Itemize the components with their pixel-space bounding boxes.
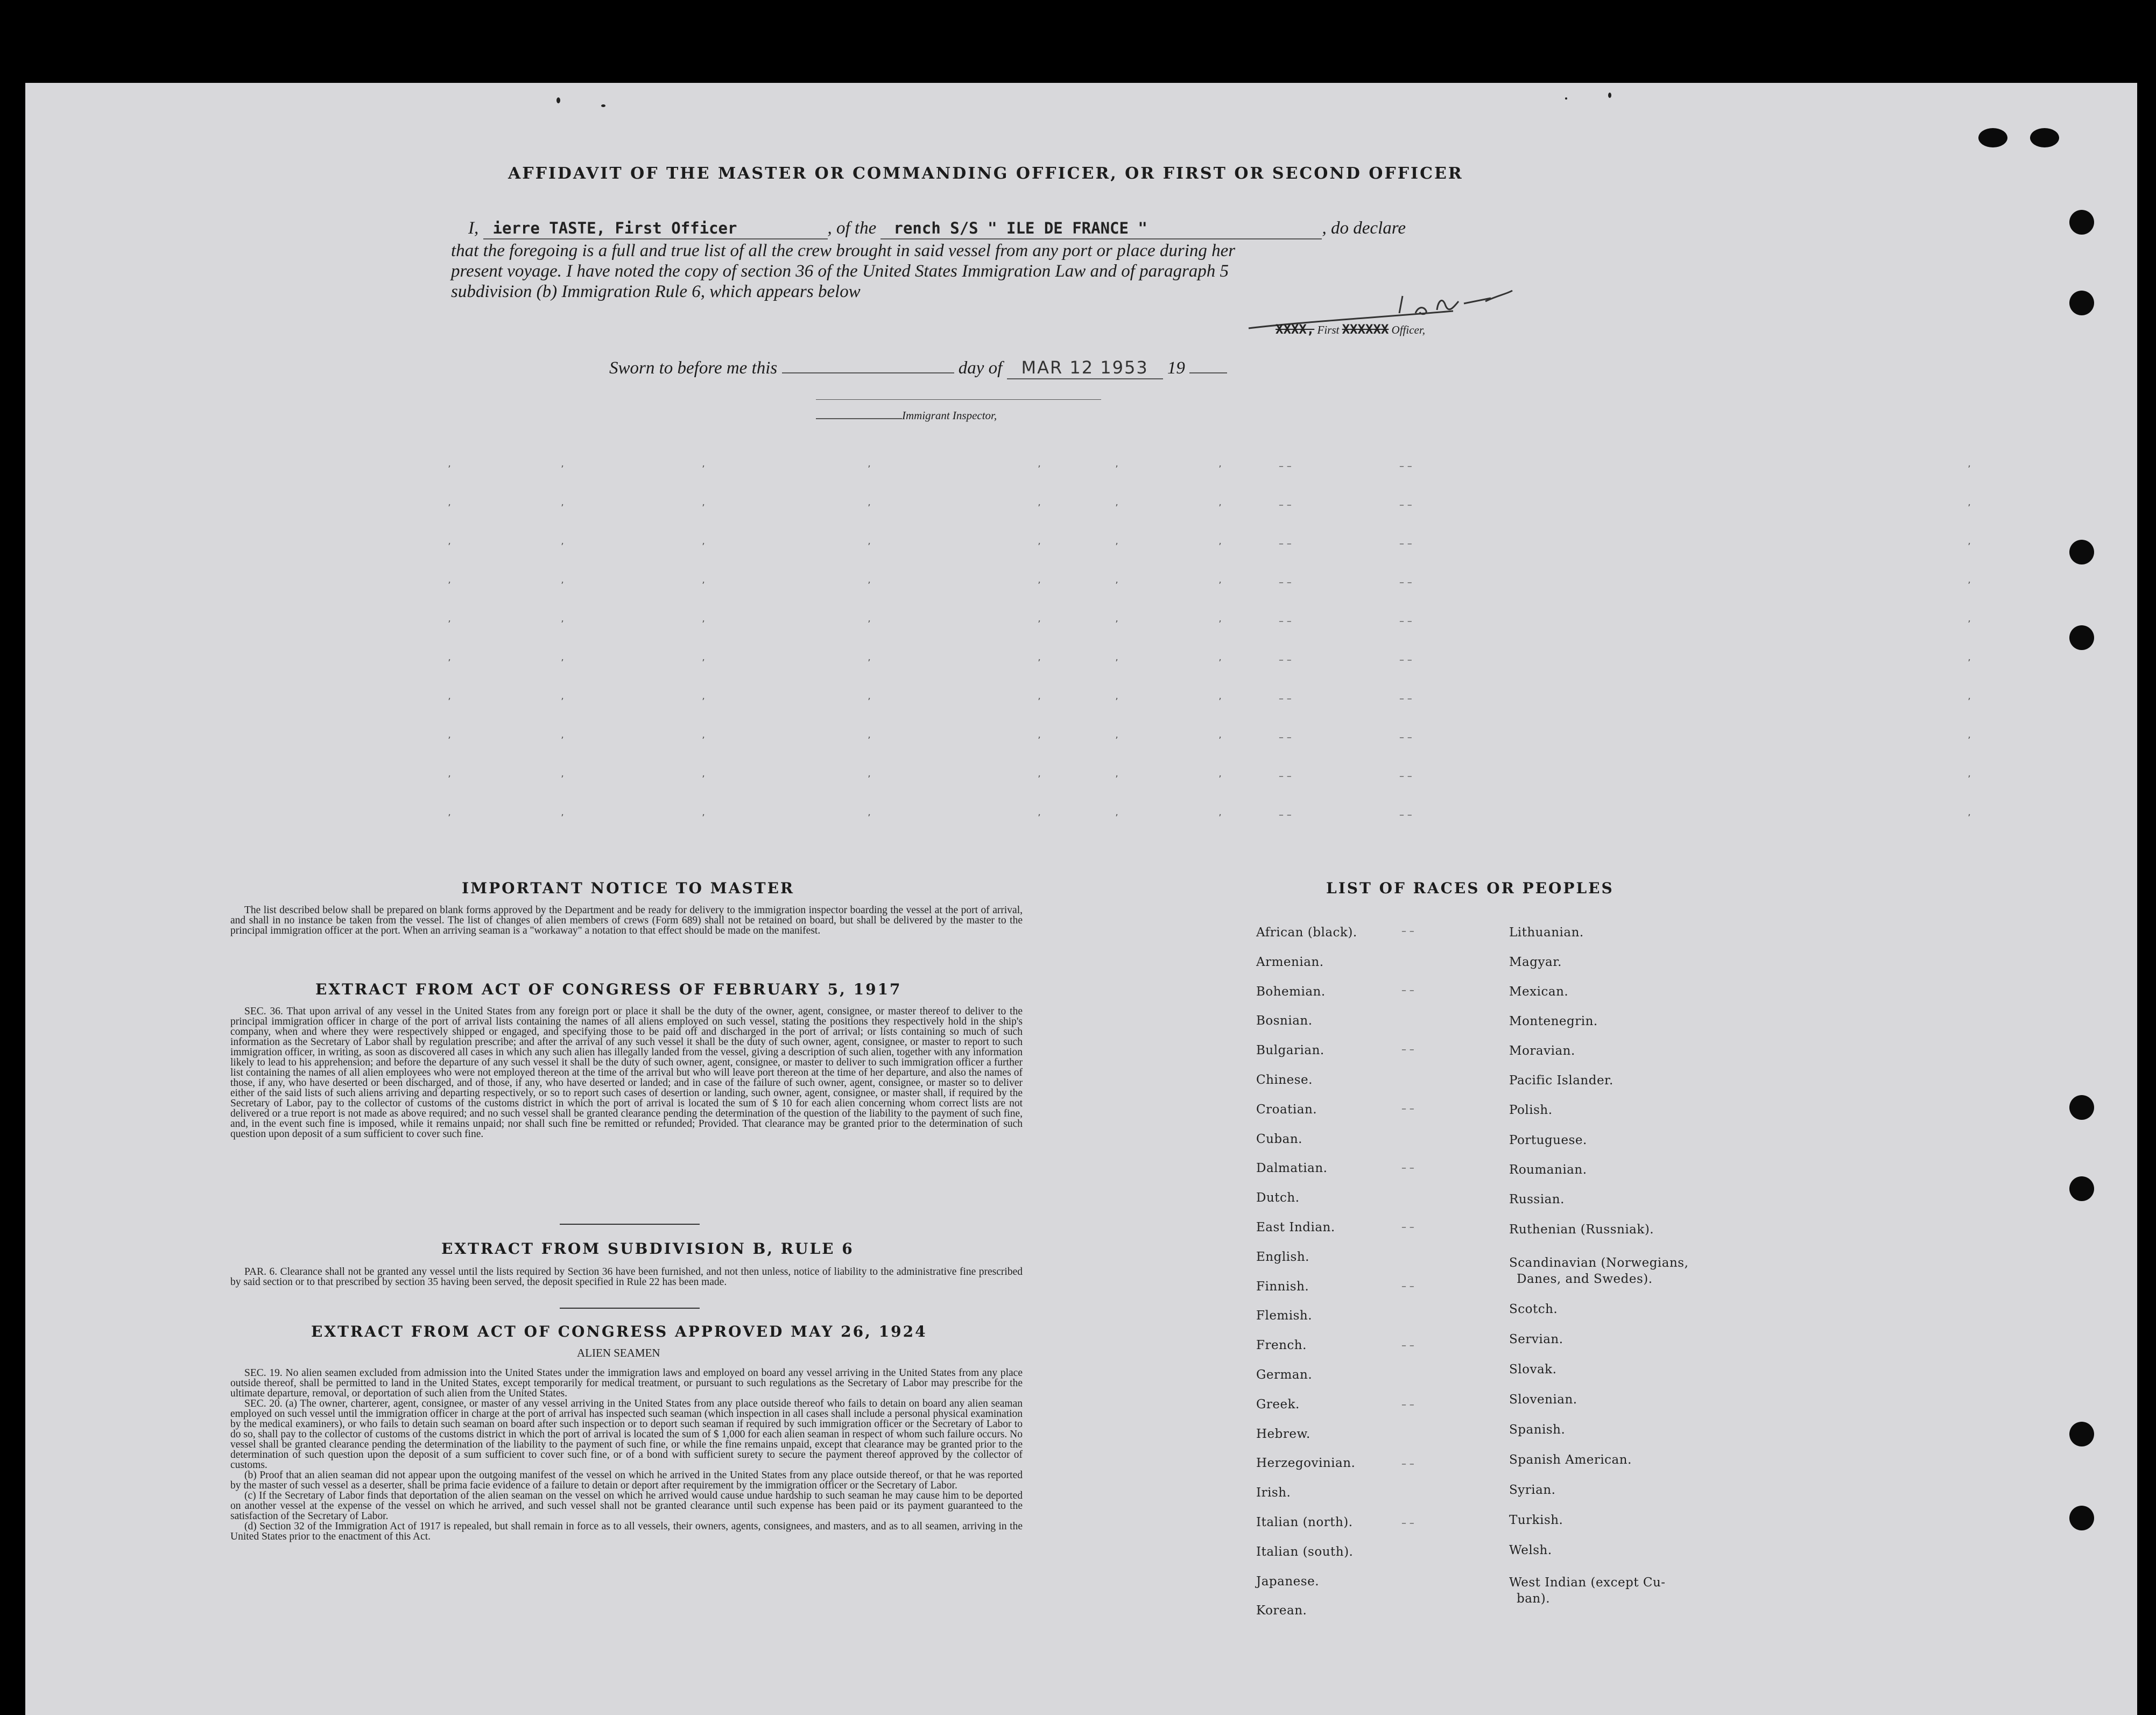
ditto-mark: ʼ: [1218, 813, 1222, 824]
ditto-mark: ʼ: [1038, 735, 1041, 746]
inspector-signature-line: [816, 399, 1101, 400]
ditto-mark: ʼ: [448, 696, 451, 708]
officer-label: Officer,: [1391, 323, 1425, 336]
ditto-mark: ʼ: [868, 464, 871, 475]
ditto-mark: ʼ: [1038, 813, 1041, 824]
race-item: Spanish American.: [1509, 1453, 1632, 1467]
dash-mark: – –: [1279, 732, 1292, 743]
ditto-mark: ʼ: [561, 696, 564, 708]
notice-text: [230, 905, 1023, 936]
sworn-text: Sworn to before me this: [609, 358, 778, 378]
ditto-mark: ʼ: [702, 580, 705, 591]
race-item: Korean.: [1256, 1604, 1307, 1618]
affidavit-line-1: [468, 218, 1406, 239]
ditto-mark: ʼ: [1968, 696, 1971, 708]
dash-mark: – –: [1399, 461, 1412, 472]
ditto-mark: ʼ: [561, 658, 564, 669]
extract-rule6-title: EXTRACT FROM SUBDIVISION B, RULE 6: [441, 1240, 854, 1258]
extract-rule6-text: [230, 1267, 1023, 1287]
race-item: Croatian.: [1256, 1102, 1317, 1117]
race-item: Irish.: [1256, 1486, 1291, 1500]
race-item: Italian (north).: [1256, 1515, 1353, 1529]
sec20b-paragraph: (b) Proof that an alien seaman did not appear upon the outgoing manifest of the vessel on which he arrived in the United States from any place outside thereof, or that he was reported by the master of such vessel as a deserter, shall be prima facie evidence of a failure to detain or deport after requirement by the immigration officer or the Secretary of Labor.: [230, 1470, 1023, 1491]
race-item: German.: [1256, 1368, 1313, 1382]
dash-mark: – –: [1399, 732, 1412, 743]
race-item: Herzegovinian.: [1256, 1456, 1356, 1471]
ditto-mark: ʼ: [1115, 580, 1118, 591]
ditto-mark: ʼ: [1218, 774, 1222, 785]
ditto-mark: ʼ: [448, 541, 451, 553]
ditto-mark: ʼ: [1115, 541, 1118, 553]
ditto-mark: ʼ: [702, 619, 705, 630]
race-item: Syrian.: [1509, 1483, 1556, 1497]
affidavit-do-declare: , do declare: [1322, 218, 1406, 238]
ditto-mark: ʼ: [1038, 464, 1041, 475]
sec20d-paragraph: (d) Section 32 of the Immigration Act of 1917 is repealed, but shall remain in force as to all vessels, their owners, agents, consignees, and masters, and as to all seamen, arriving in the United States prior to the enactment of this Act.: [230, 1521, 1023, 1542]
date-stamp: MAR 12 1953: [1021, 357, 1149, 378]
race-item: Armenian.: [1256, 955, 1324, 969]
race-item: Japanese.: [1256, 1574, 1320, 1589]
race-item: French.: [1256, 1338, 1307, 1353]
ditto-mark: ʼ: [702, 735, 705, 746]
punch-hole: [2069, 1506, 2094, 1530]
race-item: Servian.: [1509, 1332, 1563, 1346]
ditto-mark: ʼ: [1115, 735, 1118, 746]
affidavit-line-4: subdivision (b) Immigration Rule 6, which appears below: [451, 282, 861, 301]
race-item: Slovak.: [1509, 1363, 1557, 1377]
year-prefix: 19: [1167, 358, 1185, 378]
race-item: Dalmatian.: [1256, 1161, 1328, 1176]
dash-mark: – –: [1399, 809, 1412, 821]
separator: [560, 1224, 700, 1225]
punch-hole: [2069, 540, 2094, 564]
ditto-mark: ʼ: [1218, 735, 1222, 746]
sec20c-paragraph: (c) If the Secretary of Labor finds that deportation of the alien seaman on the vessel on which he arrived would cause undue hardship to such seaman he may cause him to be deported on another vessel at the expense of the vessel on which he arrived, and such vessel shall not be granted clearance until such expense has been paid or its payment guaranteed to the satisfaction of the Secretary of Labor.: [230, 1490, 1023, 1522]
race-item: West Indian (except Cu-: [1509, 1576, 1666, 1590]
ditto-mark: ʼ: [561, 774, 564, 785]
race-item: Finnish.: [1256, 1279, 1309, 1294]
dash-mark: – –: [1279, 654, 1292, 666]
dash-mark: – –: [1279, 809, 1292, 821]
affidavit-of-the: , of the: [827, 218, 877, 238]
ditto-mark: ʼ: [1968, 580, 1971, 591]
ditto-mark: ʼ: [1038, 503, 1041, 514]
race-item: Slovenian.: [1509, 1393, 1577, 1407]
ditto-mark: ʼ: [1115, 813, 1118, 824]
extract-1917-text: [230, 1006, 1023, 1139]
dash-mark: – –: [1279, 461, 1292, 472]
race-item: Turkish.: [1509, 1513, 1563, 1527]
race-item: East Indian.: [1256, 1220, 1335, 1234]
dash-mark: – –: [1399, 538, 1412, 549]
race-item: Chinese.: [1256, 1073, 1313, 1087]
dash-mark: – –: [1399, 499, 1412, 511]
ditto-mark: ʼ: [702, 774, 705, 785]
par6-paragraph: PAR. 6. Clearance shall not be granted any vessel until the lists required by Section 36 have been furnished, and not then unless, notice of liability to the administrative fine prescribed by said section or to that prescribed by section 35 having been served, the deposit specified in Rule 22 has been made.: [230, 1266, 1023, 1288]
race-item: Pacific Islander.: [1509, 1074, 1614, 1088]
race-item: Polish.: [1509, 1103, 1553, 1117]
ditto-mark: ʼ: [448, 503, 451, 514]
alien-seamen-subtitle: ALIEN SEAMEN: [577, 1346, 660, 1359]
ditto-mark: ʼ: [448, 658, 451, 669]
notice-paragraph: The list described below shall be prepared on blank forms approved by the Department and be ready for delivery to the immigration inspector boarding the vessel at the port of arrival, and shall in no instance be taken from the vessel. The list of changes of alien members of crews (Form 689) shall not be retained on board, but shall be delivered by the master to the principal immigration officer at the port. When an arriving seaman is a "workaway" a notation to that effect should be made on the manifest.: [230, 905, 1023, 936]
race-item: Dutch.: [1256, 1191, 1300, 1205]
races-title: LIST OF RACES OR PEOPLES: [1326, 879, 1614, 897]
ditto-mark: ʼ: [448, 580, 451, 591]
punch-hole: [2069, 1422, 2094, 1446]
struck-text: XXXXXX: [1342, 322, 1389, 337]
ditto-mark: ʼ: [868, 541, 871, 553]
punch-hole: [2069, 291, 2094, 315]
ditto-mark: ʼ: [1038, 696, 1041, 708]
sec20a-paragraph: SEC. 20. (a) The owner, charterer, agent, consignee, or master of any vessel arriving in the United States from any place outside thereof who fails to detain on board any alien seaman employed on such vessel until the immigration officer in charge at the port of arrival has inspected such seaman (which inspection in all cases shall include a personal physical examination by the medical examiners), or who fails to detain such seaman on board after such inspection or to deport such seaman if required by such immigration officer or the Secretary of Labor to do so, shall pay to the collector of customs of the customs district in which the port of arrival is located the sum of $ 1,000 for each alien seaman in respect of whom such failure occurs. No vessel shall be granted clearance pending the determination of the liability to the payment of such fine, or while the fine remains unpaid, except that clearance may be granted prior to the determination of such question upon the deposit of a sum sufficient to cover such fine, or of a bond with sufficient surety to secure the payment thereof approved by the collector of customs.: [230, 1398, 1023, 1471]
ditto-mark: ʼ: [868, 813, 871, 824]
extract-1924-text: [230, 1368, 1023, 1542]
struck-text: XXXX,: [1276, 322, 1315, 337]
ditto-mark: ʼ: [561, 503, 564, 514]
dash-mark: – –: [1399, 577, 1412, 588]
ditto-mark: ʼ: [1218, 619, 1222, 630]
notice-title: IMPORTANT NOTICE TO MASTER: [462, 879, 795, 897]
ditto-mark: ʼ: [868, 658, 871, 669]
ditto-mark: ʼ: [1038, 541, 1041, 553]
ink-speck: [601, 104, 605, 107]
officer-title-line: [1276, 322, 1425, 337]
race-item: Italian (south).: [1256, 1544, 1354, 1559]
race-item: Flemish.: [1256, 1309, 1313, 1323]
ditto-mark: ʼ: [1038, 580, 1041, 591]
sec36-paragraph: SEC. 36. That upon arrival of any vessel in the United States from any foreign port or place it shall be the duty of the owner, agent, consignee, or master thereof to deliver to the principal immigration officer in charge of the port of arrival lists containing the names of all aliens employed on such vessel, stating the positions they respectively hold in the ship's company, when and where they were respectively shipped or engaged, and specifying those to be paid off and discharged in the port of arrival; or lists containing so much of such information as the Secretary of Labor shall by regulation prescribe; and after the arrival of any such vessel it shall be the duty of such owner, agent, consignee, or master to report to such immigration officer, in writing, as soon as discovered all cases in which any such alien has illegally landed from the vessel, giving a description of such alien, together with any information likely to lead to his apprehension; and before the departure of any such vessel it shall be the duty of such owner, agent, consignee, or master to deliver to such immigration officer a further list containing the names of all alien employees who were not employed thereon at the time of the arrival but who will leave port thereon at the time of her departure, and also the names of those, if any, who have deserted or been discharged, and of those, if any, who have deserted or landed; and in case of the failure of such owner, agent, consignee, or master so to deliver either of the said lists of such aliens arriving and departing respectively, or so to report such cases of desertion or landing, such owner, agent, consignee, or master shall, if required by the Secretary of Labor, pay to the collector of customs of the customs district in which the port of arrival is located the sum of $ 10 for each alien concerning whom correct lists are not delivered or a true report is not made as above required; and no such vessel shall be granted clearance pending the determination of the question of the liability to the payment of such fine, and, in the event such fine is imposed, while it remains unpaid; nor shall such fine be remitted or refunded; Provided. That clearance may be granted prior to the determination of such question upon deposit of a sum sufficient to cover such fine.: [230, 1006, 1023, 1140]
ditto-mark: ʼ: [868, 774, 871, 785]
ditto-mark: ʼ: [702, 658, 705, 669]
race-item: Mexican.: [1509, 985, 1569, 999]
ink-speck: [1608, 93, 1611, 98]
ditto-mark: ʼ: [868, 503, 871, 514]
dash-mark: – –: [1401, 1340, 1414, 1351]
ditto-mark: ʼ: [561, 464, 564, 475]
ink-speck: [556, 97, 560, 103]
ditto-mark: ʼ: [1218, 464, 1222, 475]
ditto-mark: ʼ: [1038, 658, 1041, 669]
ditto-mark: ʼ: [1968, 774, 1971, 785]
ditto-mark: ʼ: [448, 464, 451, 475]
ditto-mark: ʼ: [702, 464, 705, 475]
dash-mark: – –: [1399, 654, 1412, 666]
ditto-mark: ʼ: [1968, 619, 1971, 630]
ditto-mark: ʼ: [1218, 658, 1222, 669]
ditto-mark: ʼ: [561, 580, 564, 591]
affidavit-line-3: present voyage. I have noted the copy of section 36 of the United States Immigration Law and of paragraph 5: [451, 262, 1229, 281]
dash-mark: – –: [1279, 616, 1292, 627]
ditto-mark: ʼ: [1038, 619, 1041, 630]
ditto-mark: ʼ: [1218, 503, 1222, 514]
inspector-label: Immigrant Inspector,: [902, 409, 997, 422]
ditto-mark: ʼ: [1968, 464, 1971, 475]
dash-mark: – –: [1279, 693, 1292, 704]
ditto-mark: ʼ: [448, 735, 451, 746]
ditto-mark: ʼ: [448, 774, 451, 785]
race-item: English.: [1256, 1250, 1309, 1264]
race-item: Scandinavian (Norwegians,: [1509, 1256, 1689, 1270]
ditto-mark: ʼ: [1218, 541, 1222, 553]
race-item: Russian.: [1509, 1192, 1565, 1206]
race-item: Roumanian.: [1509, 1163, 1587, 1177]
race-item: Danes, and Swedes).: [1517, 1272, 1653, 1286]
dash-mark: – –: [1401, 1458, 1414, 1470]
dash-mark: – –: [1279, 771, 1292, 782]
ditto-mark: ʼ: [868, 735, 871, 746]
race-item: Montenegrin.: [1509, 1014, 1598, 1028]
sworn-line: [609, 357, 1227, 379]
affidavit-line-2: that the foregoing is a full and true list of all the crew brought in said vessel from any port or place during her: [451, 241, 1236, 260]
punch-hole: [2069, 1176, 2094, 1201]
ditto-mark: ʼ: [702, 503, 705, 514]
dash-mark: – –: [1399, 616, 1412, 627]
ditto-mark: ʼ: [702, 541, 705, 553]
race-item: Hebrew.: [1256, 1427, 1310, 1441]
ditto-mark: ʼ: [1968, 658, 1971, 669]
race-item: Bohemian.: [1256, 984, 1326, 999]
race-item: Scotch.: [1509, 1302, 1558, 1316]
ditto-mark: ʼ: [448, 619, 451, 630]
ditto-mark: ʼ: [1218, 696, 1222, 708]
race-item: Lithuanian.: [1509, 926, 1584, 940]
dash-mark: – –: [1401, 1162, 1414, 1174]
ditto-mark: ʼ: [868, 619, 871, 630]
ditto-mark: ʼ: [1115, 464, 1118, 475]
affidavit-title: AFFIDAVIT OF THE MASTER OR COMMANDING OFFICER, OR FIRST OR SECOND OFFICER: [508, 164, 1463, 183]
punch-hole: [2069, 625, 2094, 650]
officer-name: ierre TASTE, First Officer: [492, 219, 737, 237]
ditto-mark: ʼ: [1968, 541, 1971, 553]
race-item: ban).: [1517, 1592, 1551, 1606]
ditto-mark: ʼ: [448, 813, 451, 824]
dash-mark: – –: [1399, 693, 1412, 704]
day-of: day of: [958, 358, 1003, 378]
dash-mark: – –: [1401, 1044, 1414, 1055]
extract-1924-title: EXTRACT FROM ACT OF CONGRESS APPROVED MAY 26, 1924: [311, 1323, 927, 1340]
extract-1917-title: EXTRACT FROM ACT OF CONGRESS OF FEBRUARY 5, 1917: [315, 980, 902, 998]
ditto-mark: ʼ: [868, 696, 871, 708]
dash-mark: – –: [1279, 577, 1292, 588]
ditto-mark: ʼ: [561, 813, 564, 824]
ditto-mark: ʼ: [1218, 580, 1222, 591]
separator: [560, 1308, 700, 1309]
ditto-mark: ʼ: [1115, 774, 1118, 785]
ink-speck: [1565, 97, 1567, 100]
race-item: Bulgarian.: [1256, 1043, 1324, 1058]
race-item: Moravian.: [1509, 1044, 1575, 1058]
ditto-mark: ʼ: [1038, 774, 1041, 785]
inspector-line: [816, 409, 997, 422]
race-item: Spanish.: [1509, 1423, 1566, 1437]
ditto-mark: ʼ: [561, 619, 564, 630]
ditto-mark: ʼ: [561, 735, 564, 746]
dash-mark: – –: [1279, 538, 1292, 549]
ditto-mark: ʼ: [702, 696, 705, 708]
dash-mark: – –: [1401, 1103, 1414, 1114]
race-item: African (black).: [1256, 926, 1357, 940]
race-item: Welsh.: [1509, 1543, 1552, 1557]
race-item: Magyar.: [1509, 955, 1562, 969]
dash-mark: – –: [1401, 926, 1414, 937]
officer-first: First: [1317, 323, 1340, 336]
dash-mark: – –: [1401, 1399, 1414, 1410]
race-item: Bosnian.: [1256, 1014, 1313, 1028]
race-item: Cuban.: [1256, 1132, 1302, 1146]
ditto-mark: ʼ: [1115, 658, 1118, 669]
dash-mark: – –: [1401, 1222, 1414, 1233]
dash-mark: – –: [1401, 1281, 1414, 1292]
punch-hole: [1978, 128, 2007, 147]
ditto-mark: ʼ: [1968, 503, 1971, 514]
dash-mark: – –: [1401, 985, 1414, 996]
vessel-name: rench S/S " ILE DE FRANCE ": [893, 219, 1147, 237]
punch-hole: [2030, 128, 2059, 147]
punch-hole: [2069, 210, 2094, 235]
ditto-mark: ʼ: [702, 813, 705, 824]
race-item: Portuguese.: [1509, 1133, 1587, 1147]
sec19-paragraph: SEC. 19. No alien seamen excluded from admission into the United States under the immigration laws and employed on board any vessel arriving in the United States from any place outside thereof, shall be permitted to land in the United States, except temporarily for medical treatment, or pursuant to such regulations as the Secretary of Labor may prescribe for the ultimate departure, removal, or deportation of such alien from the United States.: [230, 1367, 1023, 1399]
ditto-mark: ʼ: [868, 580, 871, 591]
ditto-mark: ʼ: [1968, 813, 1971, 824]
race-item: Ruthenian (Russniak).: [1509, 1223, 1654, 1237]
race-item: Greek.: [1256, 1397, 1300, 1411]
affidavit-i: I,: [468, 218, 479, 238]
dash-mark: – –: [1401, 1518, 1414, 1529]
dash-mark: – –: [1279, 499, 1292, 511]
ditto-mark: ʼ: [1115, 696, 1118, 708]
ditto-mark: ʼ: [1115, 619, 1118, 630]
ditto-mark: ʼ: [561, 541, 564, 553]
ditto-mark: ʼ: [1968, 735, 1971, 746]
ditto-mark: ʼ: [1115, 503, 1118, 514]
dash-mark: – –: [1399, 771, 1412, 782]
punch-hole: [2069, 1095, 2094, 1120]
